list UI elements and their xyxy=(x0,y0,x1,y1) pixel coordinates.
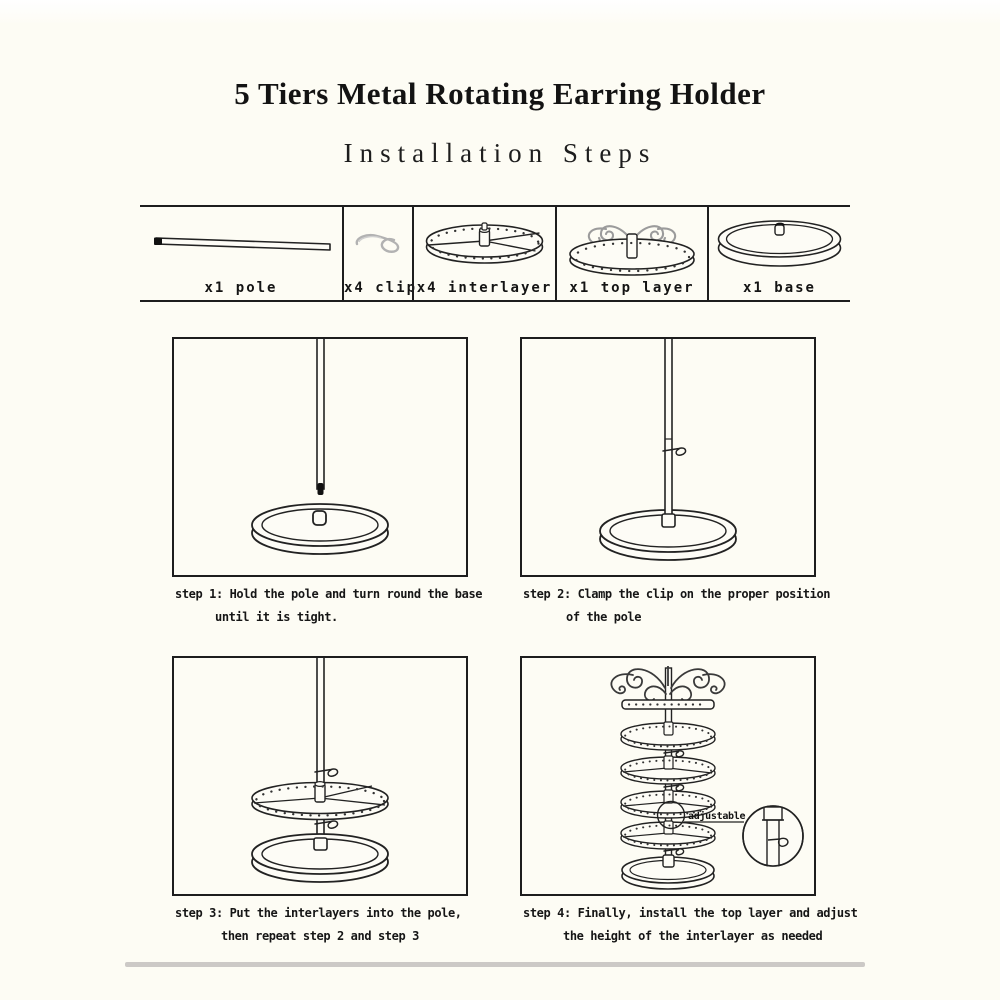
step-3-caption xyxy=(175,902,462,948)
part-cell-clip xyxy=(342,207,418,300)
step-caption-line2: until it is tight. xyxy=(215,610,338,624)
interlayer-icon xyxy=(413,208,556,278)
step-caption-line2: the height of the interlayer as needed xyxy=(563,929,823,943)
part-label: x1 pole xyxy=(204,280,278,296)
page-subtitle: Installation Steps xyxy=(343,138,657,168)
step-3-figure xyxy=(172,656,468,943)
bottom-divider-bar xyxy=(125,962,865,967)
step-1-figure xyxy=(172,337,483,624)
step-2-figure xyxy=(520,337,831,624)
parts-table xyxy=(140,205,850,302)
base-icon xyxy=(708,208,851,278)
step-3-box xyxy=(172,656,468,896)
step-3-illustration xyxy=(174,658,465,893)
pole-icon xyxy=(140,208,342,278)
step-4-caption xyxy=(523,902,857,948)
step-caption-line2: of the pole xyxy=(566,610,642,624)
step-4-illustration xyxy=(522,658,813,893)
part-label: x4 clip xyxy=(344,280,418,296)
step-1-illustration xyxy=(174,339,465,574)
step-1-caption xyxy=(175,583,482,629)
part-cell-interlayer xyxy=(412,207,555,300)
step-2-illustration xyxy=(522,339,813,574)
step-2-box xyxy=(520,337,816,577)
step-caption-line2: then repeat step 2 and step 3 xyxy=(221,929,419,943)
part-label: x1 top layer xyxy=(569,280,695,296)
page-title: 5 Tiers Metal Rotating Earring Holder xyxy=(234,76,766,111)
step-caption-line1: step 4: Finally, install the top layer and adjust xyxy=(523,906,858,920)
step-4-figure xyxy=(520,656,858,943)
step-2-caption xyxy=(523,583,830,629)
part-cell-pole xyxy=(140,207,342,300)
step-caption-line1: step 3: Put the interlayers into the pole, xyxy=(175,906,462,920)
step-4-box xyxy=(520,656,816,896)
step-caption-line1: step 2: Clamp the clip on the proper position xyxy=(523,587,831,601)
part-cell-top-layer xyxy=(555,207,707,300)
step-1-box xyxy=(172,337,468,577)
step-caption-line1: step 1: Hold the pole and turn round the base xyxy=(175,587,483,601)
clip-icon xyxy=(343,208,413,278)
top-layer-icon xyxy=(556,208,708,278)
adjustable-label: adjustable xyxy=(688,811,746,822)
part-label: x4 interlayer xyxy=(416,280,553,296)
part-label: x1 base xyxy=(742,280,816,296)
part-cell-base xyxy=(707,207,850,300)
